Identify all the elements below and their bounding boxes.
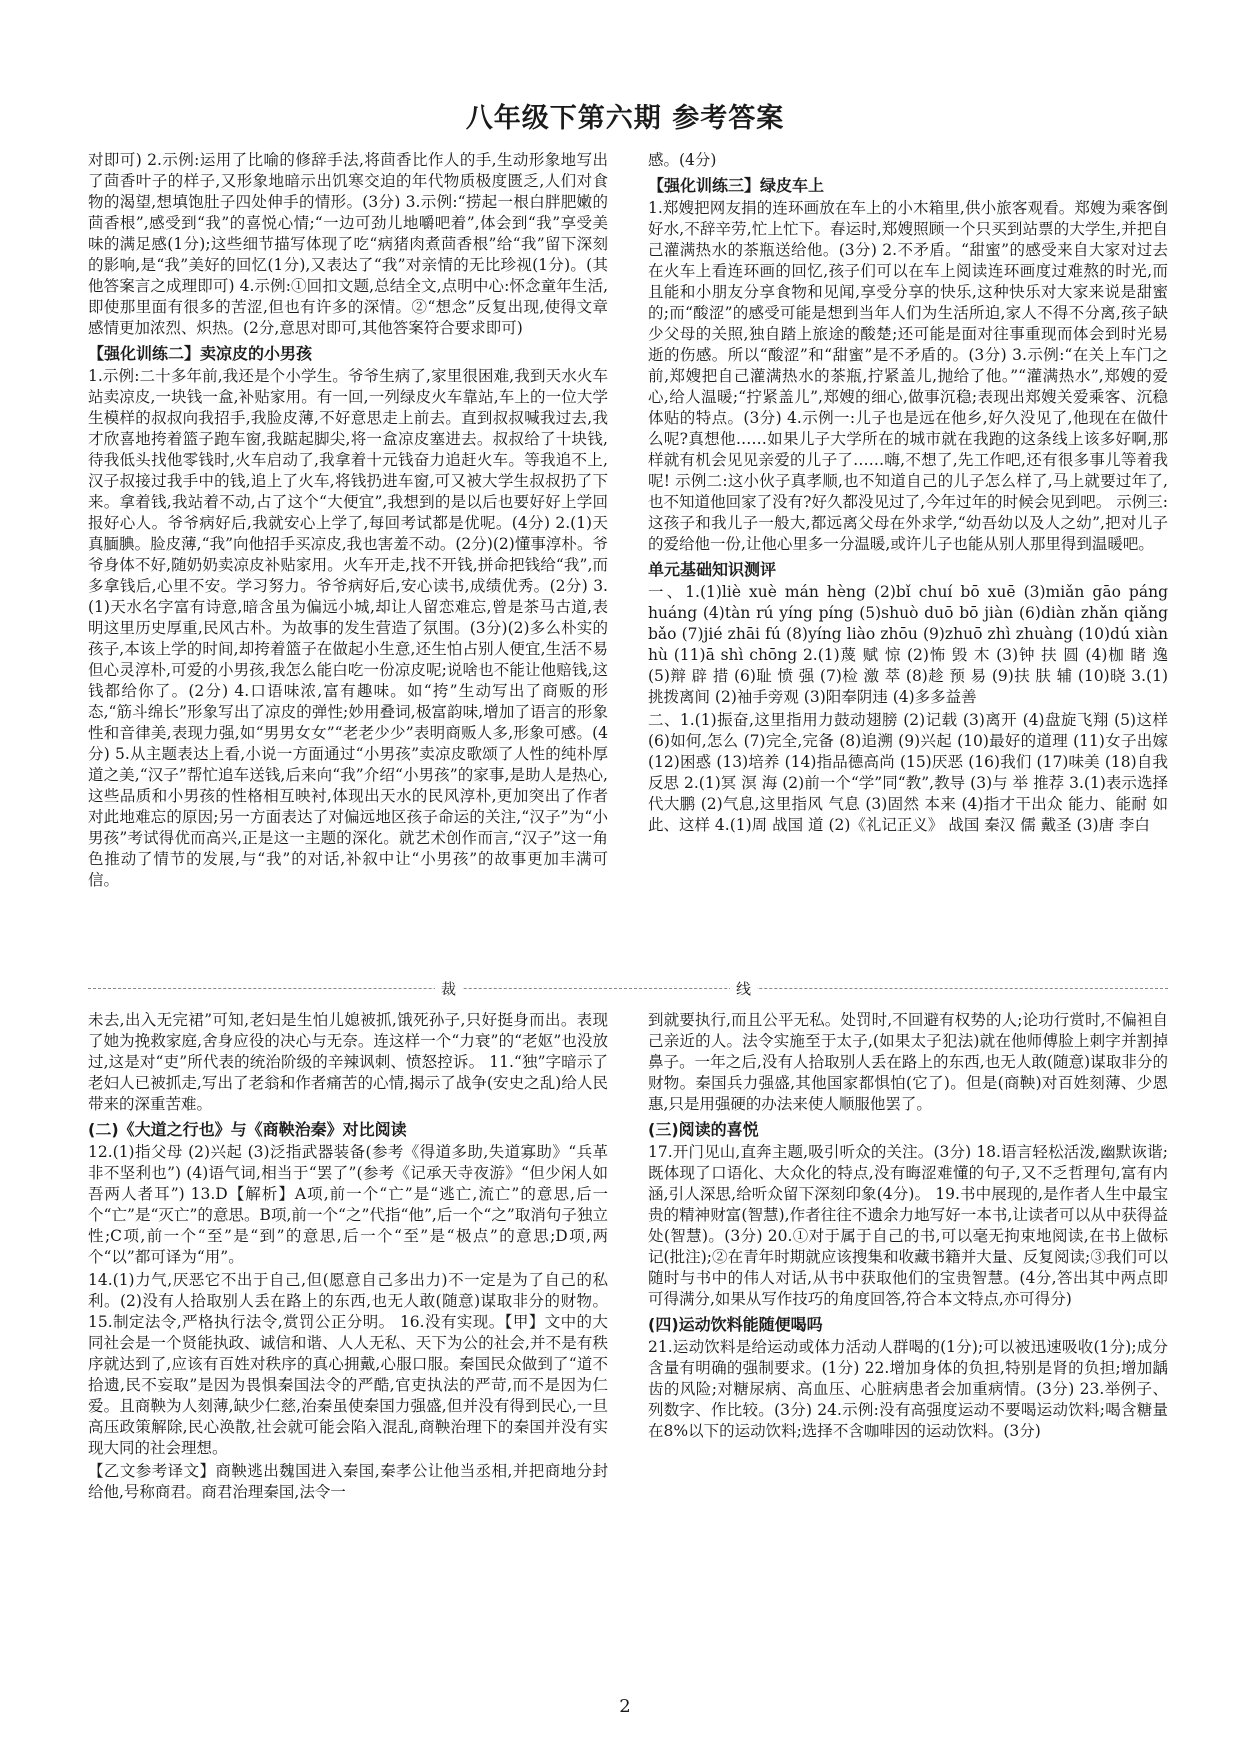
paragraph: 1.示例:二十多年前,我还是个小学生。爷爷生病了,家里很困难,我到天水火车站卖凉皮,一块钱一盒,补贴家用。有一回,一列绿皮火车靠站,车上的一位大学生模样的叔叔向我招手,我脸皮薄,不好意思走上前去。直到叔叔喊我过去,我才欣喜地挎着篮子跑车窗,我踮起脚尖,将一盒凉皮塞进去。叔叔给了十块钱,待我低头找他零钱时,火车启动了,我拿着十元钱奋力追赶火车。等我追不上,汉子叔接过我手中的钱,追上了火车,将钱扔进车窗,可又被大学生叔叔扔了下来。拿着钱,我站着不动,占了这个“大便宜”,我想到的是以后也要好好上学回报好心人。爷爷病好后,我就安心上学了,每回考试都是优呢。(4分) 2.(1)天真腼腆。脸皮薄,“我”向他招手买凉皮,我也害羞不动。(2分)(2)懂事淳朴。爷爷身体不好,随奶奶卖凉皮补贴家用。火车开走,找不开钱,拼命把钱给“我”,而多拿钱后,心里不安。学习努力。爷爷病好后,安心读书,成绩优秀。(2分) 3.(1)天水名字富有诗意,暗含虽为偏远小城,却让人留恋难忘,曾是茶马古道,表明这里历史厚重,民风古朴。为故事的发生营造了氛围。(3分)(2)多么朴实的孩子,本该上学的时间,却挎着篮子在做起小生意,还生怕占别人便宜,生活不易但心灵淳朴,可爱的小男孩,我怎么能白吃一份凉皮呢;说啥也不能让他赔钱,这钱都给你了。(2分) 4.口语味浓,富有趣味。如“挎”生动写出了商贩的形态,“筋斗绵长”形象写出了凉皮的弹性;妙用叠词,极富韵味,增加了语言的形象性和音律美,表现力强,如“男男女女”“老老少少”表明商贩人多,形象可感。(4分) 5.从主题表达上看,小说一方面通过“小男孩”卖凉皮歌颂了人性的纯朴厚道之美,“汉子”帮忙追车送钱,后来向“我”介绍“小男孩”的家事,是助人是热心,这些品质和小男孩的性格相互映衬,体现出天水的民风淳朴,更加突出了作者对此地难忘的原因;另一方面表达了对偏远地区孩子命运的关注,“汉子”为“小男孩”考试得优而高兴,正是这一主题的深化。就艺术创作而言,“汉子”这一角色推动了情节的发展,与“我”的对话,补叙中让“小男孩”的故事更加丰满可信。 (88, 367, 608, 889)
column-top-left (88, 150, 608, 893)
section-heading: (二)《大道之行也》与《商鞅治秦》对比阅读 (88, 1120, 407, 1139)
section-heading: (三)阅读的喜悦 (648, 1120, 759, 1139)
paragraph: 感。(4分) (648, 151, 717, 169)
page-title: 八年级下第六期 参考答案 (465, 103, 785, 134)
cut-line (88, 988, 1168, 989)
paragraph: 对即可) 2.示例:运用了比喻的修辞手法,将茴香比作人的手,生动形象地写出了茴香叶子的样子,又形象地暗示出饥寒交迫的年代物质极度匮乏,人们对食物的渴望,想填饱肚子四处伸手的情形。(3分) 3.示例:“捞起一根白胖肥嫩的茴香根”,感受到“我”的喜悦心情;“一边可劲儿地嚼吧着”,体会到“我”享受美味的满足感(1分);这些细节描写体现了吃“病猪肉煮茴香根”给“我”留下深刻的影响,是“我”美好的回忆(1分),又表达了“我”对亲情的无比珍视(1分)。(其他答案言之成理即可) 4.示例:①回扣文题,总结全文,点明中心:怀念童年生活,即使那里面有很多的苦涩,但也有许多的深情。②“想念”反复出现,使得文章感情更加浓烈、炽热。(2分,意思对即可,其他答案符合要求即可) (88, 151, 608, 337)
column-bottom-right (648, 1010, 1168, 1444)
column-bottom-left (88, 1010, 608, 1505)
paragraph: 17.开门见山,直奔主题,吸引听众的关注。(3分) 18.语言轻松活泼,幽默诙谐;既体现了口语化、大众化的特点,没有晦涩难懂的句子,又不乏哲理句,富有内涵,引人深思,给听众留下深刻印象(4分)。 19.书中展现的,是作者人生中最宝贵的精神财富(智慧),作者往往不遗余力地写好一本书,让读者可以从中获得益处(智慧)。(3分) 20.①对于属于自己的书,可以毫无拘束地阅读,在书上做标记(批注);②在青年时期就应该搜集和收藏书籍并大量、反复阅读;③我们可以随时与书中的伟人对话,从书中获取他们的宝贵智慧。(4分,答出其中两点即可得满分,如果从写作技巧的角度回答,符合本文特点,亦可得分) (648, 1143, 1168, 1308)
paragraph: 到就要执行,而且公平无私。处罚时,不回避有权势的人;论功行赏时,不偏袒自己亲近的人。法令实施至于太子,(如果太子犯法)就在他师傅脸上刺字并割掉鼻子。一年之后,没有人拾取别人丢在路上的东西,也无人敢(随意)谋取非分的财物。秦国兵力强盛,其他国家都惧怕(它了)。但是(商鞅)对百姓刻薄、少恩惠,只是用强硬的办法来使人顺服他罢了。 (648, 1011, 1168, 1113)
paragraph: 21.运动饮料是给运动或体力活动人群喝的(1分);可以被迅速吸收(1分);成分含量有明确的强制要求。(1分) 22.增加身体的负担,特别是肾的负担;增加龋齿的风险;对糖尿病、高血压、心脏病患者会加重病情。(3分) 23.举例子、列数字、作比较。(3分) 24.示例:没有高强度运动不要喝运动饮料;喝含糖量在8%以下的运动饮料;选择不含咖啡因的运动饮料。(3分) (648, 1338, 1168, 1440)
cut-label: 裁 (435, 978, 462, 999)
section-heading: 单元基础知识测评 (648, 560, 777, 579)
paragraph: 1.郑嫂把网友捐的连环画放在车上的小木箱里,供小旅客观看。郑嫂为乘客倒好水,不辞辛劳,忙上忙下。春运时,郑嫂照顾一个只买到站票的大学生,并把自己灌满热水的茶瓶送给他。(3分) 2.不矛盾。“甜蜜”的感受来自大家对过去在火车上看连环画的回忆,孩子们可以在车上阅读连环画度过难熬的时光,而且能和小朋友分享食物和见闻,享受分享的快乐,这种快乐对大家来说是甜蜜的;而“酸涩”的感受可能是想到当年人们为生活所迫,家人不得不分离,孩子缺少父母的关照,独自踏上旅途的酸楚;还可能是面对往事重现而体会到时光易逝的伤感。所以“酸涩”和“甜蜜”是不矛盾的。(3分) 3.示例:“在关上车门之前,郑嫂把自己灌满热水的茶瓶,拧紧盖儿,抛给了他。”“灌满热水”,郑嫂的爱心,给人温暖;“拧紧盖儿”,郑嫂的细心,做事沉稳;表现出郑嫂关爱乘客、沉稳体贴的特点。(3分) 4.示例一:儿子也是远在他乡,好久没见了,他现在在做什么呢?真想他……如果儿子大学所在的城市就在我跑的这条线上该多好啊,那样就有机会见见亲爱的儿子了……嗨,不想了,先工作吧,还有很多事儿等着我呢! 示例二:这小伙子真孝顺,也不知道自己的儿子怎么样了,马上就要过年了,也不知道他回家了没有?好久都没见过了,今年过年的时候会见到吧。 示例三:这孩子和我儿子一般大,都远离父母在外求学,“幼吾幼以及人之幼”,把对儿子的爱给他一份,让他心里多一分温暖,或许儿子也能从别人那里得到温暖吧。 (648, 199, 1168, 553)
paragraph: 一、1.(1)liè xuè mán hèng (2)bǐ chuí bō xuē (3)miǎn gāo páng huáng (4)tàn rú yíng píng (5)shuò duō bō jiàn (6)diàn zhǎn qiǎng bǎo (7)jié zhāi fú (8)yíng liào zhōu (9)zhuō zhì zhuàng (10)dú xiàn hù (11)ā shì chōng 2.(1)蔑 赋 惊 (2)怖 毁 木 (3)钟 扶 圆 (4)枷 睹 逸 (5)辩 辟 措 (6)耻 愤 强 (7)检 激 萃 (8)趁 预 易 (9)扶 肤 辅 (10)晓 3.(1)挑拨离间 (2)袖手旁观 (3)阳奉阴违 (4)多多益善 (648, 583, 1168, 706)
paragraph: 二、1.(1)振奋,这里指用力鼓动翅膀 (2)记载 (3)离开 (4)盘旋飞翔 (5)这样 (6)如何,怎么 (7)完全,完备 (8)追溯 (9)兴起 (10)最好的道理 (11)女子出嫁 (12)困惑 (13)培养 (14)指品德高尚 (15)厌恶 (16)我们 (17)味美 (18)自我反思 2.(1)冥 溟 海 (2)前一个“学”同“教”,教导 (3)与 举 推荐 3.(1)表示选择 代大鹏 (2)气息,这里指风 气息 (3)固然 本来 (4)指才干出众 能力、能耐 如此、这样 4.(1)周 战国 道 (2)《礼记正义》 战国 秦汉 儒 戴圣 (3)唐 李白 (648, 711, 1168, 834)
paragraph: 12.(1)指父母 (2)兴起 (3)泛指武器装备(参考《得道多助,失道寡助》“兵革非不坚利也”) (4)语气词,相当于“罢了”(参考《记承天寺夜游》“但少闲人如吾两人者耳”) 13.D【解析】A项,前一个“亡”是“逃亡,流亡”的意思,后一个“亡”是“灭亡”的意思。B项,前一个“之”代指“他”,后一个“之”取消句子独立性;C项,前一个“至”是“到”的意思,后一个“至”是“极点”的意思;D项,两个“以”都可译为“用”。 (88, 1143, 608, 1266)
paragraph: 14.(1)力气,厌恶它不出于自己,但(愿意自己多出力)不一定是为了自己的私利。(2)没有人拾取别人丢在路上的东西,也无人敢(随意)谋取非分的财物。 15.制定法令,严格执行法令,赏罚公正分明。 16.没有实现。【甲】文中的大同社会是一个贤能执政、诚信和谐、人人无私、天下为公的社会,并不是有秩序就达到了,应该有百姓对秩序的真心拥戴,心服口服。秦国民众做到了“道不拾遗,民不妄取”是因为畏惧秦国法令的严酷,官吏执法的严苛,而不是因为仁爱。且商鞅为人刻薄,缺少仁慈,治秦虽使秦国力强盛,但并没有得到民心,一旦高压政策解除,民心涣散,社会就可能会陷入混乱,商鞅治理下的秦国并没有实现大同的社会理想。 (88, 1271, 608, 1457)
section-heading: (四)运动饮料能随便喝吗 (648, 1315, 823, 1334)
paragraph: 【乙文参考译文】商鞅逃出魏国进入秦国,秦孝公让他当丞相,并把商地分封给他,号称商君。商君治理秦国,法令一 (88, 1462, 608, 1501)
section-heading: 【强化训练三】绿皮车上 (648, 176, 825, 195)
paragraph: 未去,出入无完裙”可知,老妇是生怕儿媳被抓,饿死孙子,只好挺身而出。表现了她为挽救家庭,舍身应役的决心与无奈。连这样一个“力衰”的“老妪”也没放过,这是对“吏”所代表的统治阶级的辛辣讽刺、愤怒控诉。 11.“独”字暗示了老妇人已被抓走,写出了老翁和作者痛苦的心情,揭示了战争(安史之乱)给人民带来的深重苦难。 (88, 1011, 608, 1113)
section-heading: 【强化训练二】卖凉皮的小男孩 (88, 344, 313, 363)
column-top-right (648, 150, 1168, 838)
page-number: 2 (619, 1696, 631, 1717)
cut-label: 线 (730, 978, 757, 999)
